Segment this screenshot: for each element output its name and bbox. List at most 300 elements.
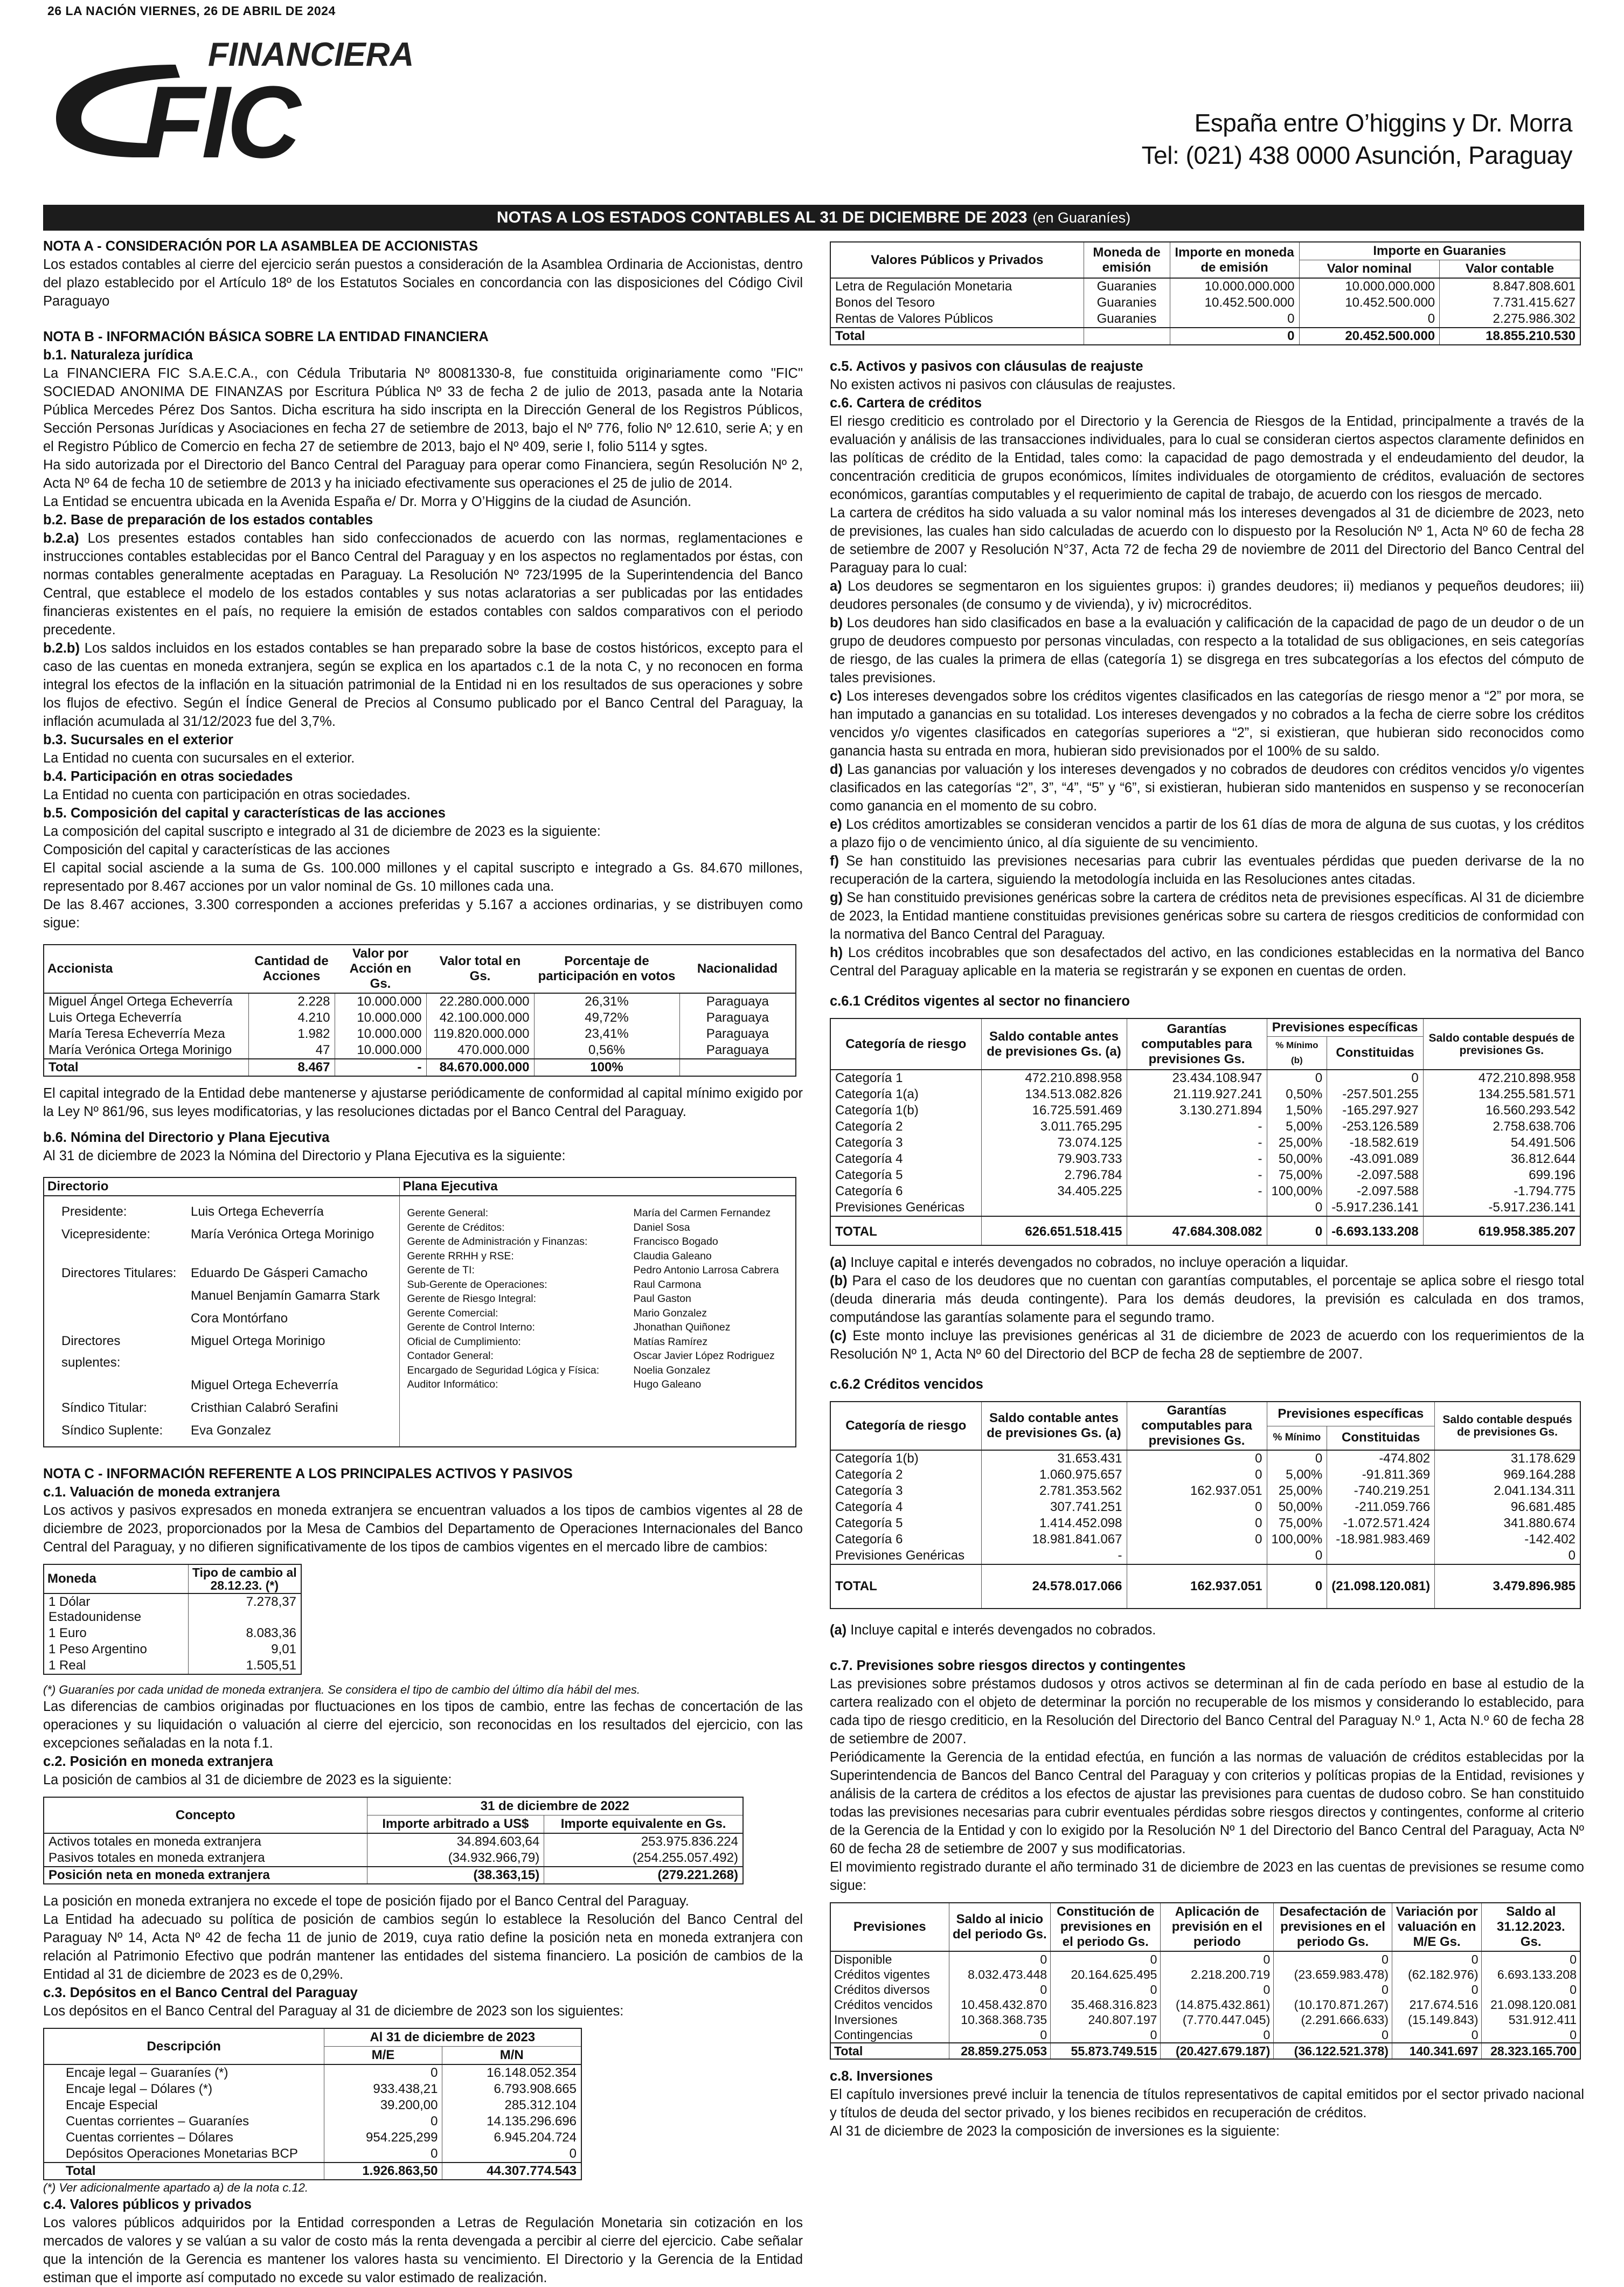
table-cell: 10.000.000 [335,1010,426,1026]
board-member-row [57,1201,384,1223]
table-row [44,2097,581,2113]
col-header: Categoría de riesgo [830,1018,981,1070]
table-cell: -5.917.236.141 [1327,1200,1423,1216]
col-header: Aplicación de previsión en el periodo [1161,1903,1274,1951]
table-cell: 531.912.411 [1482,2012,1580,2027]
table-cell: 2.041.134.311 [1435,1483,1580,1499]
total-cell: 44.307.774.543 [442,2163,581,2180]
table-cell: 34.405.225 [981,1183,1127,1200]
item-label: e) [830,817,842,832]
table-cell: 1 Euro [48,1626,87,1640]
table-row [830,311,1580,328]
col-header: Garantías computables para previsiones Gs. [1127,1402,1267,1450]
board-member-row [57,1374,384,1397]
table-row [44,1010,796,1026]
table-cell: 0 [324,2146,442,2163]
table-cell: Créditos vencidos [834,1998,933,2012]
table-cell: 0 [1482,1982,1580,1997]
col-header: Importe en moneda de emisión [1170,242,1299,278]
bcp-deposits-body [44,2064,581,2180]
col-header: M/E [324,2047,442,2065]
table-cell: 134.255.581.571 [1423,1086,1580,1103]
table-cell: 14.135.296.696 [442,2113,581,2130]
board-role [57,1307,186,1330]
col-header: Variación por valuación en M/E Gs. [1392,1903,1482,1951]
item-label: b) [830,615,843,630]
table-cell: 0 [1482,2027,1580,2043]
paragraph: Los valores públicos adquiridos por la Entidad corresponden a Letras de Regulación Monetaria sin cotización en los mercados de valores y se valúan a su valor de costo más la renta devengada a percibir al cierre del ejercicio. Cabe señalar que la intención de la Gerencia es mantener los valores hasta su vencimiento. El Directorio y la Gerencia de la Entidad estiman que el importe así computado no excede su valor estimado de realización. [43,2215,803,2285]
table-cell: 0 [324,2113,442,2130]
table-row [830,295,1580,311]
provisions-movement-table [830,1902,1581,2060]
executives-list [404,1206,792,1399]
paragraph: Al 31 de diciembre de 2023 la composición de inversiones es la siguiente: [830,2124,1280,2139]
total-cell: 8.467 [248,1059,335,1076]
table-cell: 25,00% [1267,1135,1327,1151]
total-cell: 140.341.697 [1392,2043,1482,2059]
executive-role: Gerente General: [407,1207,489,1219]
table-cell: 8.032.473.448 [949,1967,1051,1982]
table-cell: 0 [1482,1951,1580,1967]
table-row [830,1167,1580,1183]
paragraph: Los activos y pasivos expresados en moneda extranjera se encuentran valuados a los tipos de cambios vigentes al 28 de diciembre de 2023, proporcionados por la Mesa de Cambios del Departamento de Operaciones Internacionales del Banco Central del Paraguay, y no difieren significativamente de los tipos de cambios vigentes en el mercado libre de cambios: [43,1503,803,1555]
item-text: Se han constituido previsiones genéricas sobre la cartera de créditos neta de previsiones específicas. Al 31 de diciembre de 2023, la Entidad mantiene constituidas previsiones genéricas sobre su cartera de riesgos crediticios de conformidad con la normativa del Banco Central del Paraguay. [830,890,1584,942]
table-row [830,1086,1580,1103]
table-row [830,1467,1580,1483]
paragraph: La Entidad no cuenta con participación en otras sociedades. [43,787,411,802]
table-cell: 217.674.516 [1392,1997,1482,2012]
paragraph: El capital integrado de la Entidad debe mantenerse y ajustarse periódicamente de conformidad al capital mínimo exigido por la Ley Nº 861/96, sus leyes modificatorias, y las resoluciones dictadas por el Banco Central del Paraguay. [43,1086,803,1119]
banner-currency: (en Guaraníes) [1032,210,1131,226]
paragraph: Periódicamente la Gerencia de la entidad efectúa, en función a las normas de valuación de créditos establecidas por la Superintendencia de Bancos del Banco Central del Paraguay y con criterios y políticas propias de la Entidad, revisiones y análisis de la cartera de créditos a los efectos de ajustar las previsiones para cuentas de dudoso cobro. Se han constituido todas las previsiones necesarias para cubrir eventuales pérdidas sobre riesgos directos y contingentes, conforme al criterio de la Gerencia de la Entidad y con lo exigido por la Resolución Nº 1 del Directorio del Banco Central del Paraguay, Acta Nº 60 de fecha 28 de setiembre de 2007 y sus modificatorias. [830,1750,1584,1856]
table-cell: -211.059.766 [1327,1499,1435,1515]
note-text: Para el caso de los deudores que no cuentan con garantías computables, el porcentaje se aplica sobre el riesgo total (deuda dineraria más deuda contingente). Para los demás deudores, la previsión es calculada en dos tramos, computándose las garantías solamente para el segundo tramo. [830,1273,1584,1325]
executive-row [404,1206,792,1221]
paragraph: Composición del capital y características de las acciones [43,842,390,857]
col-header: % Mínimo [1267,1426,1327,1450]
col-header: Valor total en Gs. [439,954,521,983]
table-row [44,1026,796,1042]
table-row [830,278,1580,295]
table-row [830,2012,1580,2027]
footnote: (*) Ver adicionalmente apartado a) de la nota c.12. [43,2181,309,2194]
board-member-name: Cora Montórfano [191,1311,288,1326]
current-loans-notes [830,1253,1584,1363]
table-cell: Activos totales en moneda extranjera [48,1834,261,1849]
table-cell: (15.149.843) [1392,2012,1482,2027]
total-cell: TOTAL [830,1564,981,1609]
table-cell: 0,56% [534,1042,679,1059]
table-cell: Cuentas corrientes – Guaraníes [66,2114,249,2129]
subsection-title: c.5. Activos y pasivos con cláusulas de reajuste [830,359,1143,374]
col-header: 31 de diciembre de 2022 [367,1797,743,1815]
col-header: Porcentaje de participación en votos [538,954,676,983]
table-cell: 6.693.133.208 [1482,1967,1580,1982]
total-cell: Total [44,1059,248,1076]
table-row [830,1103,1580,1119]
col-header: Saldo contable antes de previsiones Gs. (a) [981,1402,1127,1450]
table-cell: 0 [1267,1548,1327,1564]
executive-role: Gerente RRHH y RSE: [407,1250,514,1262]
total-row [44,1867,743,1884]
table-cell: 31.178.629 [1435,1450,1580,1467]
table-row [44,2146,581,2163]
col-header: Concepto [44,1797,367,1833]
item-label: f) [830,854,839,869]
company-address [1142,107,1572,171]
table-cell [1327,1548,1435,1564]
executive-row [404,1249,792,1264]
table-cell: Categoría 3 [835,1135,903,1150]
board-member-name: Miguel Ortega Morinigo [191,1334,325,1348]
table-cell: 31.653.431 [981,1450,1127,1467]
financiera-fic-logo [52,36,429,179]
col-header: Previsiones específicas [1267,1402,1435,1426]
page-header-line: 26 LA NACIÓN VIERNES, 26 DE ABRIL DE 2024 [47,4,336,18]
table-cell: 75,00% [1267,1515,1327,1531]
overdue-loans-body [830,1450,1580,1609]
table-cell: 75,00% [1267,1167,1327,1183]
table-cell: 0 [1127,1450,1267,1467]
table-cell: 341.880.674 [1435,1515,1580,1531]
table-cell: 36.812.644 [1423,1151,1580,1167]
table-cell: 50,00% [1267,1151,1327,1167]
table-row [830,1119,1580,1135]
table-row [44,1593,301,1625]
table-cell: 1.414.452.098 [981,1515,1127,1531]
table-row [830,1515,1580,1531]
table-cell: -1.794.775 [1423,1183,1580,1200]
executive-role: Gerente de Administración y Finanzas: [407,1236,588,1248]
executive-row [404,1306,792,1321]
table-cell: 34.894.603,64 [367,1833,544,1850]
table-cell: 0 [1127,1531,1267,1548]
table-cell: 0 [1267,1200,1327,1216]
list-item [830,889,1584,944]
total-cell: Total [830,328,1084,345]
table-cell: 2.218.200.719 [1161,1967,1274,1982]
total-cell: 24.578.017.066 [981,1564,1127,1609]
table-cell: Categoría 1 [835,1071,903,1085]
paragraph: Los depósitos en el Banco Central del Paraguay al 31 de diciembre de 2023 son los siguientes: [43,2004,624,2019]
table-cell: 16.148.052.354 [442,2064,581,2081]
item-text: Las ganancias por valuación y los intereses devengados y no cobrados de deudores con créditos vencidos y/o vigentes clasificados en las categorías “2”, 3”, “4”, “5” y “6”, si existieran, hubieran sido mantenidos en suspenso y se reconocerían como ganancia en el momento de su cobro. [830,762,1584,814]
table-cell: Paraguaya [679,993,796,1010]
table-cell: (7.770.447.045) [1161,2012,1274,2027]
table-cell: 0 [1161,2027,1274,2043]
table-cell: María Verónica Ortega Morinigo [48,1043,232,1057]
table-cell: 699.196 [1423,1167,1580,1183]
table-row [830,1531,1580,1548]
table-cell: Rentas de Valores Públicos [835,311,994,326]
subsection-title: b.1. Naturaleza jurídica [43,348,193,363]
total-cell: 162.937.051 [1127,1564,1267,1609]
col-header: Cantidad de Acciones [254,954,329,983]
table-row [44,993,796,1010]
item-text: Los saldos incluidos en los estados contables se han preparado sobre la base de costos históricos, excepto para el caso de las cuentas en moneda extranjera, según se explica en los apartados c.1 de la nota C, y no reconocen en forma integral los efectos de la inflación en la situación patrimonial de la Entidad ni en los resultados de sus operaciones y sobre los flujos de efectivo. Según el Índice General de Precios al Consumo publicado por el Banco Central del Paraguay, la inflación acumulada al 31/12/2023 fue del 3,7%. [43,641,803,729]
total-cell: 3.479.896.985 [1435,1564,1580,1609]
table-cell: 134.513.082.826 [981,1086,1127,1103]
table-cell: Encaje legal – Guaraníes (*) [66,2066,228,2080]
table-cell: - [1127,1135,1267,1151]
executive-name: Mario Gonzalez [633,1307,707,1319]
paragraph: La Entidad no cuenta con sucursales en el exterior. [43,751,355,766]
table-row [830,1135,1580,1151]
total-cell: (279.221.268) [544,1867,743,1884]
table-cell: 7.731.415.627 [1440,295,1580,311]
overdue-loans-table [830,1401,1581,1609]
address-line: España entre O’higgins y Dr. Morra [1194,109,1572,137]
table-row [44,2064,581,2081]
table-cell: 0 [1274,1982,1392,1997]
executive-role: Contador General: [407,1350,494,1362]
bcp-deposits-table [43,2028,582,2180]
table-cell: 8.847.808.601 [1440,278,1580,295]
executive-row [404,1221,792,1235]
executive-role: Gerente de Riesgo Integral: [407,1293,537,1305]
col-header: Constituidas [1327,1037,1423,1070]
board-role: Presidente: [61,1204,127,1219]
board-role [57,1246,186,1262]
total-cell: (21.098.120.081) [1327,1564,1435,1609]
board-member-name: Miguel Ortega Echeverría [191,1378,338,1392]
table-cell: 10.458.432.870 [949,1997,1051,2012]
table-cell: 10.452.500.000 [1170,295,1299,311]
table-cell: 285.312.104 [442,2097,581,2113]
table-cell: 0 [1127,1499,1267,1515]
table-cell: 50,00% [1267,1499,1327,1515]
table-cell: 21.119.927.241 [1127,1086,1267,1103]
board-role [57,1374,186,1397]
table-cell: 0 [1127,1515,1267,1531]
table-cell: -253.126.589 [1327,1119,1423,1135]
table-cell: Inversiones [834,2013,898,2027]
executive-role: Auditor Informático: [407,1378,498,1390]
item-text: Los créditos incobrables que son desafectados del activo, en las condiciones establecidas en la normativa del Banco Central del Paraguay aplicable en la materia se registrarán y se exponen en cuentas de orden. [830,945,1584,979]
table-cell: 7.278,37 [188,1593,301,1625]
table-cell: 162.937.051 [1127,1483,1267,1499]
note-label: (c) [830,1328,847,1343]
exchange-rates-body [44,1593,301,1674]
col-header: Saldo contable antes de previsiones Gs. (a) [981,1018,1127,1070]
table-cell: 1.060.975.657 [981,1467,1127,1483]
executives-cell [399,1196,796,1447]
table-cell: 10.000.000.000 [1170,278,1299,295]
left-column [43,237,803,2285]
table-row [830,1982,1580,1997]
table-cell: Guaranies [1084,311,1170,328]
table-cell: 0 [949,1982,1051,1997]
table-row [830,1183,1580,1200]
table-cell: 0 [1267,1450,1327,1467]
table-cell: 2.758.638.706 [1423,1119,1580,1135]
paragraph: La FINANCIERA FIC S.A.E.C.A., con Cédula Tributaria Nº 80081330-8, fue constituida originariamente como "FIC" SOCIEDAD ANONIMA DE FINANZAS por Escritura Pública Nº 33 de fecha 2 de julio de 2013, pasada ante la Notaria Pública Mercedes Pérez Dos Santos. Dicha escritura ha sido inscripta en la Dirección General de los Registros Públicos, Sección Personas Jurídicas y Asociaciones en fecha 27 de setiembre de 2013, bajo el Nº 776, folio Nº 12.610, serie A; y en el Registro Público de Comercio en fecha 27 de setiembre de 2013, bajo el Nº 409, serie I, folio 5114 y sgtes. [43,366,803,454]
section-title: NOTA A - CONSIDERACIÓN POR LA ASAMBLEA DE ACCIONISTAS [43,239,478,254]
executive-name: Jhonathan Quiñonez [633,1321,731,1333]
col-header: Saldo contable después de previsiones Gs. [1423,1018,1580,1070]
table-cell: -165.297.927 [1327,1103,1423,1119]
table-row [44,1850,743,1867]
executive-name: Hugo Galeano [633,1378,702,1390]
table-cell: Categoría 5 [835,1516,903,1530]
col-header: Al 31 de diciembre de 2023 [324,2028,581,2047]
table-cell: 10.000.000 [335,993,426,1010]
executive-role: Gerente de Control Interno: [407,1321,535,1333]
fx-position-table [43,1797,744,1884]
table-cell: 16.725.591.469 [981,1103,1127,1119]
total-cell: 28.323.165.700 [1482,2043,1580,2059]
paragraph [43,529,803,639]
subsection-title: c.3. Depósitos en el Banco Central del Paraguay [43,1985,358,2000]
table-cell: 10.000.000 [335,1042,426,1059]
note-text: Incluye capital e interés devengados no cobrados. [846,1623,1156,1638]
subsection-title: c.2. Posición en moneda extranjera [43,1754,273,1769]
total-row [44,2163,581,2180]
table-cell: 2.228 [248,993,335,1010]
table-cell: Paraguaya [679,1042,796,1059]
executive-role: Gerente Comercial: [407,1307,498,1319]
table-cell: Previsiones Genéricas [835,1200,965,1215]
executive-name: Matías Ramírez [633,1335,708,1348]
table-cell: 3.130.271.894 [1127,1103,1267,1119]
table-cell: 1 Peso Argentino [48,1642,147,1657]
table-cell: - [981,1548,1127,1564]
table-cell: 0 [324,2064,442,2081]
table-cell: 35.468.316.823 [1051,1997,1161,2012]
executive-role: Gerente de TI: [407,1264,475,1276]
list-item [830,815,1584,852]
table-cell: 0 [1051,1951,1161,1967]
table-cell: 25,00% [1267,1483,1327,1499]
total-cell [1084,328,1170,345]
board-member-name: Luis Ortega Echeverría [191,1204,324,1219]
subsection-title: b.5. Composición del capital y características de las acciones [43,806,446,821]
table-cell: 96.681.485 [1435,1499,1580,1515]
executive-name: María del Carmen Fernandez [633,1207,771,1219]
table-cell: Paraguaya [679,1026,796,1042]
table-cell: 0 [1161,1982,1274,1997]
table-cell: 1 Real [48,1658,86,1673]
table-row [830,1151,1580,1167]
table-row [830,1967,1580,1982]
list-item [830,760,1584,815]
table-cell: 10.000.000 [335,1026,426,1042]
total-cell: 20.452.500.000 [1299,328,1440,345]
total-cell: 28.859.275.053 [949,2043,1051,2059]
table-row [44,2113,581,2130]
item-label: b.2.a) [43,531,79,546]
table-cell: Luis Ortega Echeverría [48,1010,182,1025]
table-cell: (23.659.983.478) [1274,1967,1392,1982]
col-header: % Mínimo (b) [1267,1037,1327,1070]
table-cell: 18.981.841.067 [981,1531,1127,1548]
footnote [830,1327,1584,1363]
table-cell: Categoría 6 [835,1184,903,1198]
subsection-title: c.1. Valuación de moneda extranjera [43,1485,280,1500]
item-label: c) [830,689,842,704]
executive-row [404,1278,792,1292]
board-role: Vicepresidente: [61,1227,150,1242]
item-text: Los intereses devengados sobre los créditos vigentes clasificados en las categorías de riesgo menor a “2” por mora, se han imputado a ganancias en su totalidad. Los intereses devengados y no cobrados a la fecha de cierre sobre los créditos vencidos y/o vigentes clasificados en categorías superiores a “2”, si existieran, que hubieran sido reconocidos como ganancia hasta su entrada en mora, hubieran sido previsionados por el 100% de su saldo. [830,689,1584,759]
table-cell: -474.802 [1327,1450,1435,1467]
total-cell: -6.693.133.208 [1327,1216,1423,1245]
executive-row [404,1349,792,1363]
table-cell: 1.505,51 [188,1658,301,1674]
table-cell: 0 [1051,1982,1161,1997]
table-row [830,1951,1580,1967]
board-role [57,1285,186,1307]
executive-role: Gerente de Créditos: [407,1221,505,1233]
table-cell: 21.098.120.081 [1482,1997,1580,2012]
table-row [830,1483,1580,1499]
table-cell: Encaje Especial [66,2098,158,2112]
subsection-title: c.4. Valores públicos y privados [43,2197,252,2212]
table-cell: 0 [1267,1070,1327,1086]
executive-row [404,1320,792,1335]
total-cell: 47.684.308.082 [1127,1216,1267,1245]
paragraph: La Entidad ha adecuado su política de posición de cambios según lo establece la Resolución del Banco Central del Paraguay Nº 14, Acta Nº 42 de fecha 11 de junio de 2019, cuya ratio define la posición neta en moneda extranjera con relación al Patrimonio Efectivo que podrán mantener las entidades del sistema financiero. La posición de cambios de la Entidad al 31 de diciembre de 2023 es de 0,29%. [43,1912,803,1982]
item-label: d) [830,762,843,777]
table-cell: -257.501.255 [1327,1086,1423,1103]
table-cell: -43.091.089 [1327,1151,1423,1167]
subsection-title: b.2. Base de preparación de los estados contables [43,512,373,528]
table-cell: 472.210.898.958 [1423,1070,1580,1086]
table-cell: Previsiones Genéricas [835,1548,965,1563]
executive-row [404,1377,792,1399]
executive-role: Sub-Gerente de Operaciones: [407,1278,547,1291]
table-cell: 0 [949,2027,1051,2043]
logo-letters: FIC [142,65,298,179]
exchange-rates-table [43,1564,302,1675]
paragraph: El movimiento registrado durante el año terminado 31 de diciembre de 2023 en las cuentas de previsiones se resume como sigue: [830,1860,1584,1893]
table-cell: Categoría 6 [835,1532,903,1547]
paragraph: La posición de cambios al 31 de diciembre de 2023 es la siguiente: [43,1772,452,1787]
executive-row [404,1363,792,1378]
table-cell: Miguel Ángel Ortega Echeverría [48,994,233,1009]
total-row [44,1059,796,1076]
note-text: Incluye capital e interés devengados no cobrados, no incluye operación a liquidar. [846,1255,1349,1270]
item-text: Los presentes estados contables han sido confeccionados de acuerdo con las normas, reglamentaciones e instrucciones contables establecidas por el Banco Central del Paraguay y en los aspectos no reglamentados por éstas, con normas contables generalmente aceptadas en Paraguay. La Resolución Nº 723/1995 de la Superintendencia del Banco Central, que establece el modelo de los estados contables y sus notas aclaratorias a ser publicadas por las entidades financieras existentes en el país, no requiere la emisión de estados contables con saldos comparativos con el periodo precedente. [43,531,803,637]
subsection-title: c.6. Cartera de créditos [830,396,982,411]
table-cell: Categoría 4 [835,1152,903,1166]
total-cell: 18.855.210.530 [1440,328,1580,345]
note-label: (a) [830,1623,847,1638]
total-cell: (36.122.521.378) [1274,2043,1392,2059]
table-cell: 2.275.986.302 [1440,311,1580,328]
table-cell: Contingencias [834,2028,913,2042]
board-member-row [57,1285,384,1307]
table-cell: 39.200,00 [324,2097,442,2113]
item-text: Se han constituido las previsiones necesarias para cubrir las eventuales pérdidas que pueden derivarse de la no recuperación de la cartera, siguiendo la metodología incluida en las Resoluciones antes citadas. [830,854,1584,887]
table-cell: 1,50% [1267,1103,1327,1119]
table-cell: 0 [1127,1467,1267,1483]
list-item [830,944,1584,980]
subsection-title: b.6. Nómina del Directorio y Plana Ejecutiva [43,1130,330,1145]
table-cell: Guaranies [1084,295,1170,311]
board-member-row [57,1307,384,1330]
table-cell: Créditos vigentes [834,1967,930,1981]
subsection-title: b.4. Participación en otras sociedades [43,769,293,784]
table-cell: 5,00% [1267,1119,1327,1135]
table-cell: Categoría 2 [835,1467,903,1482]
executive-row [404,1292,792,1306]
table-row [830,1450,1580,1467]
board-member-row [57,1330,384,1374]
table-cell: 119.820.000.000 [426,1026,534,1042]
list-item [830,614,1584,687]
col-header: Valor nominal [1299,260,1440,279]
col-header: Valor contable [1440,260,1580,279]
